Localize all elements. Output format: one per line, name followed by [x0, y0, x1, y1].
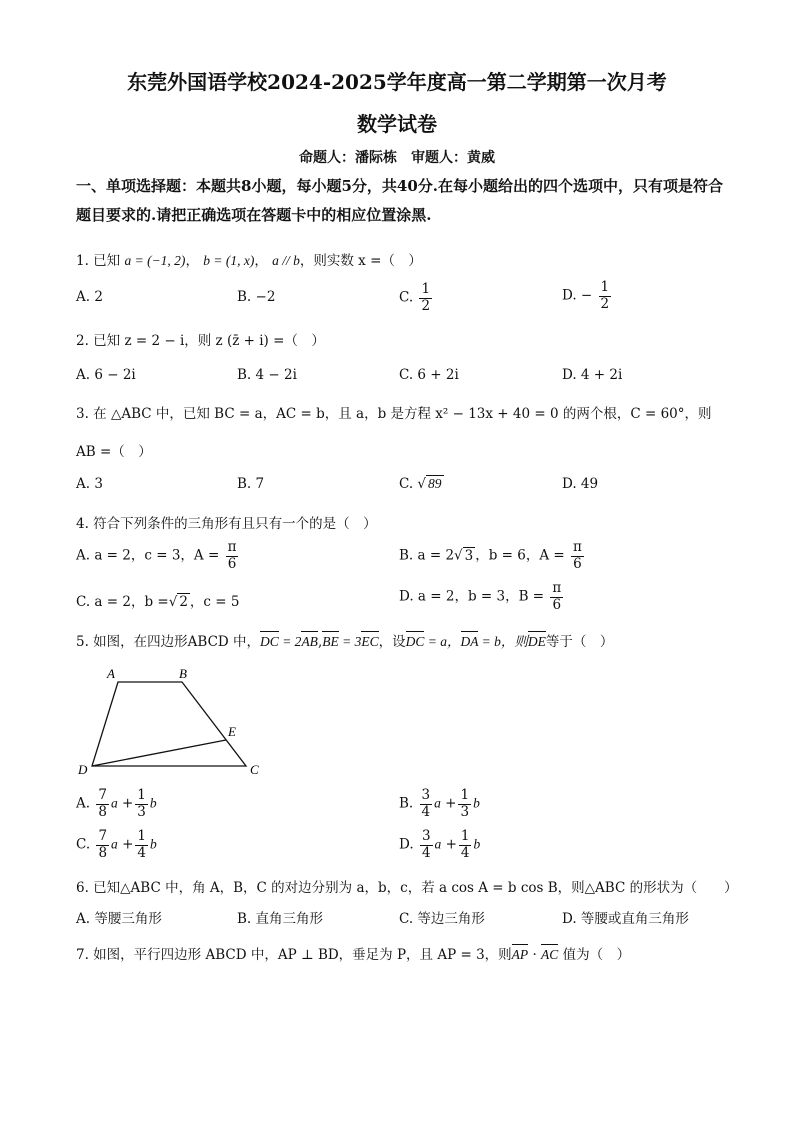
- q1-parallel: a // b: [272, 253, 300, 268]
- label-c: C: [250, 762, 259, 777]
- q6-option-a: A. 等腰三角形: [76, 911, 162, 927]
- exam-subtitle: 数学试卷: [357, 112, 437, 136]
- label-e: E: [228, 724, 236, 739]
- q1-option-b: B. −2: [237, 289, 276, 305]
- question-3-stem-cont: AB =（ ）: [76, 444, 152, 460]
- q3-option-b: B. 7: [237, 476, 265, 492]
- exam-authors: 命题人：潘际栋 审题人：黄威: [299, 150, 495, 166]
- quadrilateral-figure: [76, 664, 276, 782]
- q5-option-a: A. $\frac{7}{8}$ a + $\frac{1}{3}$ b: [76, 787, 157, 820]
- q1-vector-b: b = (1, x): [203, 253, 255, 268]
- segment-de: [92, 740, 226, 766]
- q6-option-b: B. 直角三角形: [237, 911, 324, 927]
- q5-option-c: C. $\frac{7}{8}$ a + $\frac{1}{4}$ b: [76, 828, 157, 861]
- q1-option-a: A. 2: [76, 289, 103, 305]
- q1-option-d-fraction: $\frac{1}{2}$: [600, 279, 610, 312]
- question-2-stem: 2. 已知 z = 2 − i，则 z (z̄ + i) =（ ）: [76, 333, 325, 349]
- question-6-stem: 6. 已知△ABC 中，角 A，B，C 的对边分别为 a，b，c，若 a cos A = b cos B，则△ABC 的形状为（ ）: [76, 880, 738, 896]
- q3-option-a: A. 3: [76, 476, 103, 492]
- q4-option-c: C. a = 2，b =√ 2 ，c = 5: [76, 594, 240, 610]
- label-a: A: [107, 666, 115, 681]
- q3-sqrt: 89: [428, 476, 442, 491]
- q3-option-c: C. √ 89: [399, 476, 442, 492]
- q4-option-d: D. a = 2，b = 3，B = $\frac{\pi}{6}$: [399, 580, 562, 613]
- q3-option-d: D. 49: [562, 476, 599, 492]
- quadrilateral-abcd: [92, 682, 246, 766]
- label-d: D: [78, 762, 88, 777]
- question-1-stem: 1. 已知 a = (−1, 2)， b = (1, x)， a // b，则实数 x =（ ）: [76, 253, 422, 269]
- section-heading: 一、单项选择题：本题共8小题，每小题5分，共40分.在每小题给出的四个选项中，只有项是符合题目要求的.请把正确选项在答题卡中的相应位置涂黑.: [76, 177, 723, 224]
- q6-option-d: D. 等腰或直角三角形: [562, 911, 689, 927]
- q1-option-c-label: C.: [399, 289, 414, 306]
- question-5-stem: 5. 如图，在四边形ABCD 中，DC = 2AB,BE = 3EC，设DC = a，DA = b，则DE等于（ ）: [76, 634, 614, 650]
- q4-option-b: B. a = 2√ 3 ，b = 6，A = $\frac{\pi}{6}$: [399, 539, 582, 572]
- question-7-stem: 7. 如图，平行四边形 ABCD 中，AP ⊥ BD，垂足为 P，且 AP = 3，则AP · AC 值为（ ）: [76, 947, 631, 963]
- q2-option-b: B. 4 − 2i: [237, 367, 297, 383]
- q1-vector-a: a = (−1, 2): [124, 253, 186, 268]
- q1-suffix: ，则实数 x =（ ）: [299, 253, 422, 269]
- q5-option-b: B. $\frac{3}{4}$ a + $\frac{1}{3}$ b: [399, 787, 480, 820]
- q5-option-d: D. $\frac{3}{4}$ a + $\frac{1}{4}$ b: [399, 828, 481, 861]
- label-b: B: [179, 666, 187, 681]
- q1-option-d: [562, 280, 613, 312]
- q2-option-d: D. 4 + 2i: [562, 367, 623, 383]
- q1-option-c: [399, 282, 434, 314]
- question-4-stem: 4. 符合下列条件的三角形有且只有一个的是（ ）: [76, 516, 377, 532]
- q2-option-a: A. 6 − 2i: [76, 367, 136, 383]
- q4-option-a: A. a = 2，c = 3，A = $\frac{\pi}{6}$: [76, 539, 237, 572]
- q1-prefix: 1. 已知: [76, 253, 121, 269]
- q6-option-c: C. 等边三角形: [399, 911, 485, 927]
- q2-option-c: C. 6 + 2i: [399, 367, 459, 383]
- q1-option-d-label: D. −: [562, 287, 593, 304]
- exam-title: 东莞外国语学校2024-2025学年度高一第二学期第一次月考: [127, 70, 667, 94]
- question-3-stem: 3. 在 △ABC 中，已知 BC = a，AC = b，且 a，b 是方程 x² − 13x + 40 = 0 的两个根，C = 60°，则: [76, 406, 712, 422]
- q1-option-c-fraction: $\frac{1}{2}$: [421, 281, 431, 314]
